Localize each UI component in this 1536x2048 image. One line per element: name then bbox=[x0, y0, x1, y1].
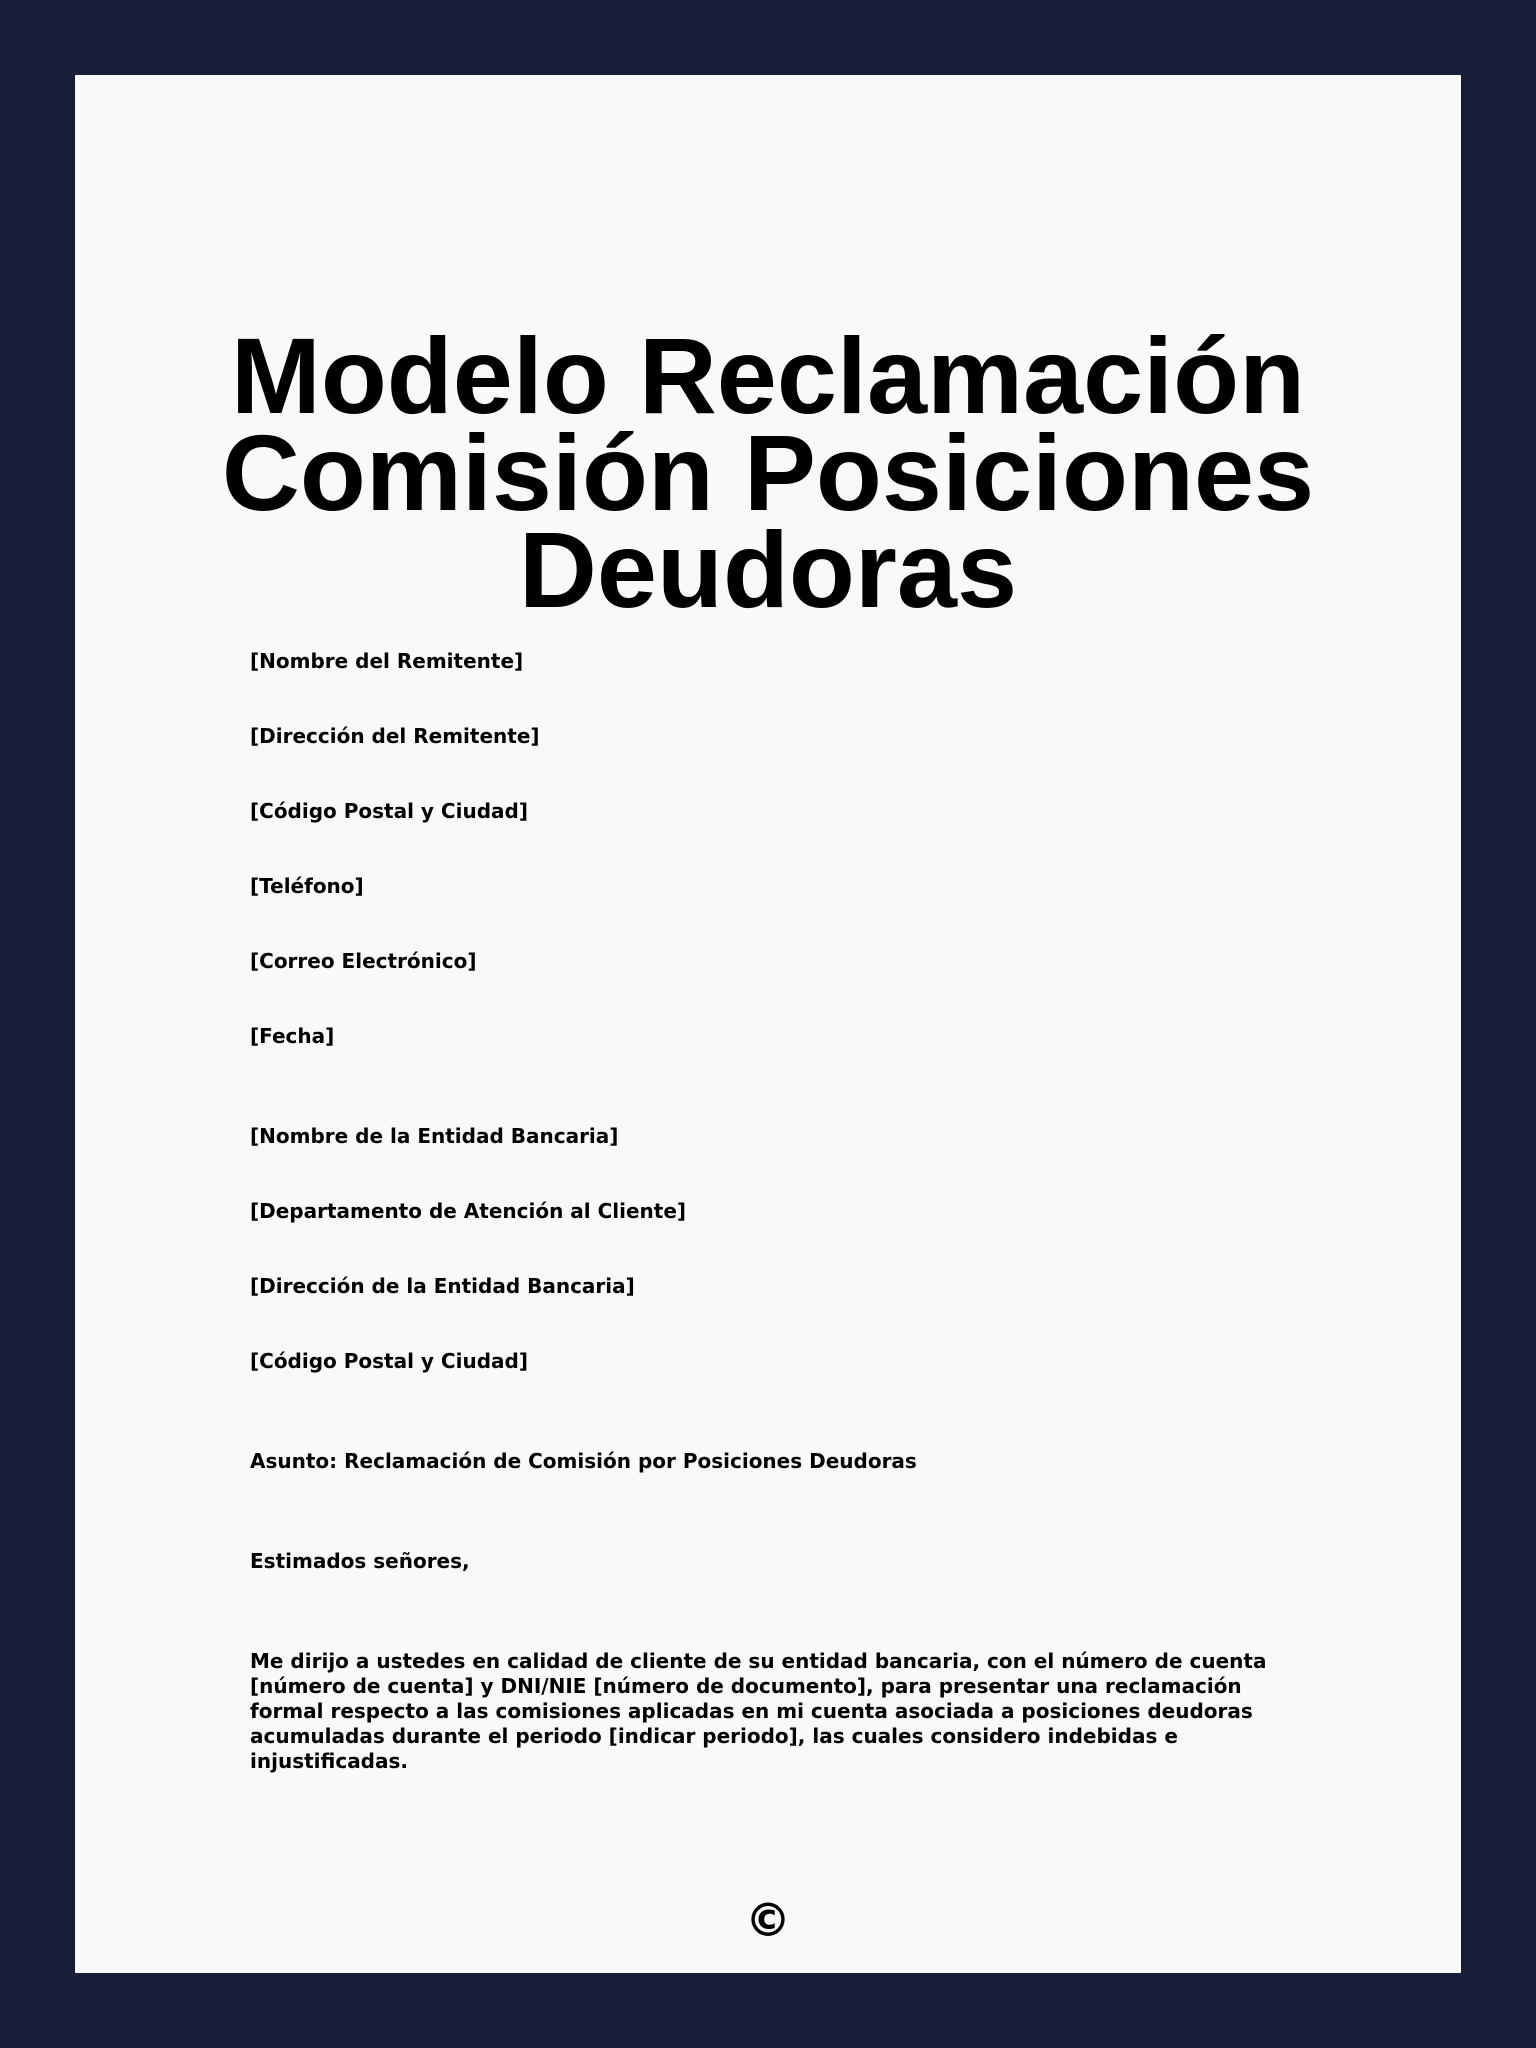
sender-phone: [Teléfono] bbox=[250, 874, 364, 898]
sender-email: [Correo Electrónico] bbox=[250, 949, 477, 973]
recipient-postal-city: [Código Postal y Ciudad] bbox=[250, 1349, 528, 1373]
document-title bbox=[75, 315, 1461, 630]
recipient-bank-address: [Dirección de la Entidad Bancaria] bbox=[250, 1274, 635, 1298]
sender-address: [Dirección del Remitente] bbox=[250, 724, 540, 748]
title-line-2: Comisión Posiciones bbox=[221, 412, 1315, 533]
letter-date: [Fecha] bbox=[250, 1024, 335, 1048]
recipient-bank-name: [Nombre de la Entidad Bancaria] bbox=[250, 1124, 619, 1148]
sender-postal-city: [Código Postal y Ciudad] bbox=[250, 799, 528, 823]
title-line-1: Modelo Reclamación bbox=[230, 315, 1306, 436]
document-page bbox=[75, 75, 1461, 1973]
sender-name: [Nombre del Remitente] bbox=[250, 649, 524, 673]
title-line-3: Deudoras bbox=[518, 509, 1018, 630]
letter-subject: Asunto: Reclamación de Comisión por Posiciones Deudoras bbox=[250, 1449, 917, 1473]
copyright-icon: © bbox=[745, 1893, 791, 1947]
recipient-department: [Departamento de Atención al Cliente] bbox=[250, 1199, 687, 1223]
letter-greeting: Estimados señores, bbox=[250, 1549, 470, 1573]
letter-body-paragraph: Me dirijo a ustedes en calidad de cliente de su entidad bancaria, con el número de cuenta [número de cuenta] y DNI/NIE [número de documento], para presentar una reclamación formal respecto a las comisiones aplicadas en mi cuenta asociada a posiciones deudoras acumuladas durante el periodo [indicar periodo], las cuales considero indebidas e injustificadas. bbox=[250, 1649, 1267, 1773]
